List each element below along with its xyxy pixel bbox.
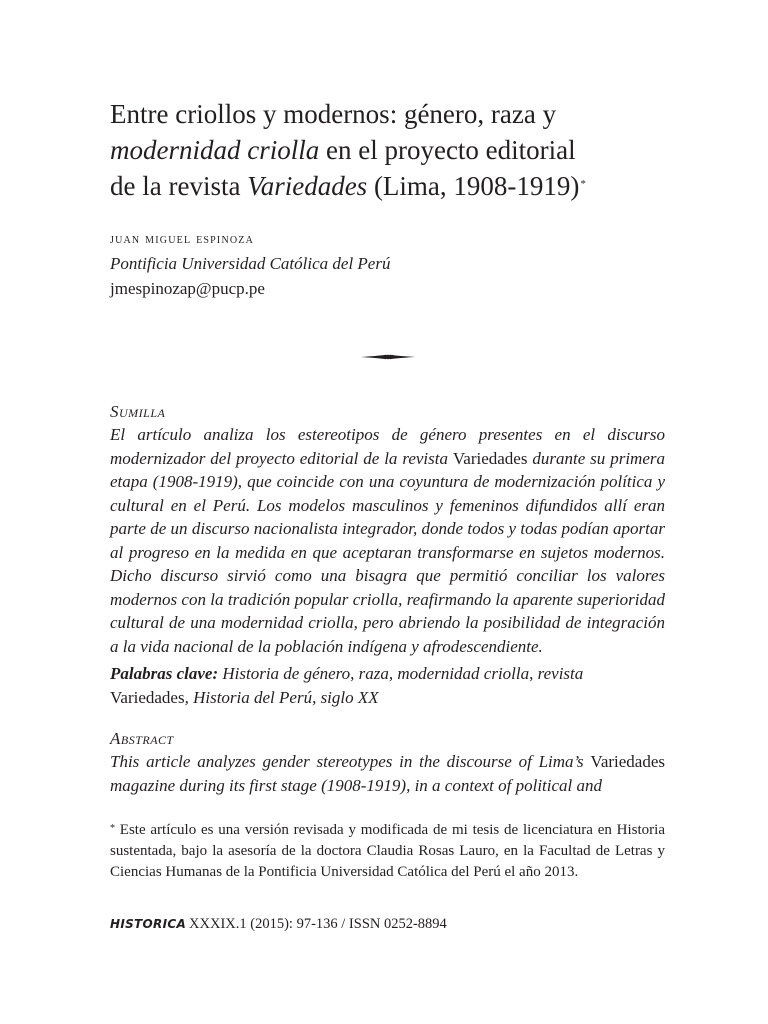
footnote — [110, 820, 665, 883]
abstract-text — [110, 750, 665, 797]
keywords — [110, 662, 665, 709]
article-page — [110, 96, 665, 932]
section-divider-ornament-icon — [360, 352, 416, 362]
page-footer — [110, 914, 665, 934]
abstract-magazine-name: Variedades — [590, 752, 665, 771]
abstract-text-part-1: This article analyzes gender stereotypes in the discourse of Lima’s — [110, 752, 591, 771]
title-line-3-start: de la revista — [110, 171, 248, 201]
keywords-end: , Historia del Perú, siglo XX — [184, 687, 379, 707]
sumilla-text — [110, 423, 665, 658]
abstract-section — [110, 728, 665, 797]
title-line-2-rest: en el proyecto editorial — [319, 135, 576, 165]
footnote-mark: * — [110, 823, 115, 834]
abstract-text-part-2: magazine during its first stage (1908-1919), in a context of political and — [110, 775, 603, 795]
title-italic-phrase: modernidad criolla — [110, 135, 320, 165]
keywords-text: Historia de género, raza, modernidad criolla, revista — [218, 664, 584, 683]
keywords-label: Palabras clave: — [110, 664, 219, 683]
title-magazine-name: Variedades — [247, 171, 368, 201]
footnote-text: Este artículo es una versión revisada y modificada de mi tesis de licenciatura en Historia sustentada, bajo la asesoría de la doctora Claudia Rosas Lauro, en la Facultad de Letras y Ciencias Humanas de la Pontificia Universidad Católica del Perú el año 2013. — [110, 822, 665, 880]
title-line-3-end: (Lima, 1908-1919) — [367, 171, 580, 201]
sumilla-section — [110, 401, 665, 709]
author-affiliation: Pontificia Universidad Católica del Perú — [110, 254, 391, 273]
title-footnote-mark[interactable]: * — [580, 178, 586, 190]
sumilla-text-part-2: durante su primera etapa (1908-1919), que coincide con una coyuntura de modernización política y cultural en el Perú. Los modelos masculinos y femeninos difundidos allí eran parte de un discurso nacionalista integrador, donde todos y todas podían aportar al progreso en la medida en que aceptaran transformarse en sujetos modernos. Dicho discurso sirvió como una bisagra que permitió conciliar los valores modernos con la tradición popular criolla, reafirmando la aparente superioridad cultural de una modernidad criolla, pero abriendo la posibilidad de integración a la vida nacional de la población indígena y afrodescendiente. — [110, 448, 665, 656]
article-title — [110, 96, 665, 204]
title-line-1: Entre criollos y modernos: género, raza y — [110, 99, 557, 129]
abstract-heading: Abstract — [110, 729, 174, 748]
journal-name: HISTORICA — [110, 917, 187, 931]
journal-citation: XXXIX.1 (2015): 97-136 / ISSN 0252-8894 — [189, 916, 447, 932]
author-email[interactable]: jmespinozap@pucp.pe — [110, 279, 265, 298]
sumilla-magazine-name: Variedades — [452, 448, 528, 468]
keywords-magazine-name: Variedades — [110, 687, 185, 707]
sumilla-heading: Sumilla — [110, 402, 166, 421]
author-name: juan miguel espinoza — [110, 231, 255, 247]
sumilla-text-part-1: El artículo analiza los estereotipos de género presentes en el discurso modernizador del proyecto editorial de la revista — [110, 425, 665, 468]
